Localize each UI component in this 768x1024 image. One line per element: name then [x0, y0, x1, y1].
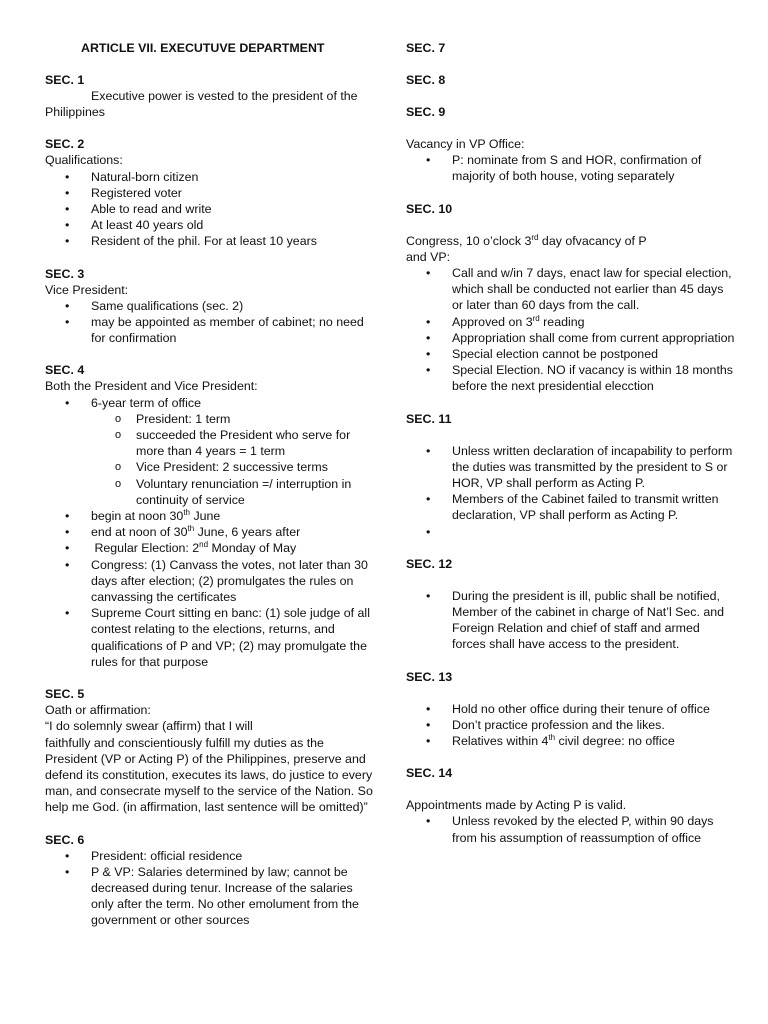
list-item: • Members of the Cabinet failed to transmit written declaration, VP shall perform as Acting P.: [406, 491, 736, 523]
right-column: [406, 40, 736, 846]
sec12-heading: SEC. 12: [406, 556, 453, 571]
sec13-list: [406, 701, 736, 750]
list-item: • Appropriation shall come from current appropriation: [406, 330, 736, 346]
sec5-intro: Oath or affirmation:: [45, 703, 151, 718]
list-item: • President: official residence: [45, 848, 375, 864]
list-item: • Don’t practice profession and the likes.: [406, 717, 736, 733]
sec14-intro: Appointments made by Acting P is valid.: [406, 798, 627, 813]
sec4-heading: SEC. 4: [45, 363, 85, 378]
sec3-intro: Vice President:: [45, 282, 129, 297]
list-item: • At least 40 years old: [45, 217, 375, 233]
sec3-heading: SEC. 3: [45, 266, 85, 281]
sec6-heading: SEC. 6: [45, 832, 85, 847]
sec11-list: [406, 443, 736, 540]
sec4-list: [45, 395, 375, 411]
list-item: • P & VP: Salaries determined by law; cannot be decreased during tenur. Increase of the salaries only after the term. No other emolument from the government or other sources: [45, 864, 375, 929]
sec10-list: [406, 265, 736, 395]
sec10-intro: Congress, 10 o’clock 3rd day ofvacancy of P: [406, 232, 647, 248]
sec3-list: [45, 298, 375, 347]
sec5-oath-rest: faithfully and conscientiously fulfill my duties as the President (VP or Acting P) of the Philippines, preserve and defend its constitution, executes its laws, do justice to every man, and consecrate myself to the service of the Nation. So help me God. (in affirmation, last sentence will be omitted)”: [45, 735, 373, 815]
sub-list-item: o succeeded the President who serve for more than 4 years = 1 term: [45, 427, 375, 459]
sec4-sublist: [45, 411, 375, 508]
list-item: • end at noon of 30th June, 6 years after: [45, 524, 375, 540]
list-item: • Resident of the phil. For at least 10 years: [45, 233, 375, 249]
list-item-empty: [406, 524, 736, 540]
list-item: • begin at noon 30th June: [45, 508, 375, 524]
list-item: • Unless written declaration of incapability to perform the duties was transmitted by the president to S or HOR, VP shall perform as Acting P.: [406, 443, 736, 492]
sec4-intro: Both the President and Vice President:: [45, 379, 258, 394]
list-item: • Registered voter: [45, 185, 375, 201]
sec9-intro: Vacancy in VP Office:: [406, 137, 525, 151]
list-item: [45, 395, 375, 411]
sec5-heading: SEC. 5: [45, 687, 85, 702]
sec9-list: [406, 152, 736, 184]
list-item: • Natural-born citizen: [45, 169, 375, 185]
sec10-heading: SEC. 10: [406, 201, 453, 216]
sec2-list: [45, 169, 375, 250]
sec6-list: [45, 848, 375, 929]
article-title: ARTICLE VII. EXECUTUVE DEPARTMENT: [81, 41, 325, 55]
sub-list-item: o Voluntary renunciation =/ interruption in continuity of service: [45, 476, 375, 508]
list-item: • Congress: (1) Canvass the votes, not later than 30 days after election; (2) promulgates the rules on canvassing the certificates: [45, 557, 375, 606]
sec1-heading: SEC. 1: [45, 73, 85, 87]
list-item: • Supreme Court sitting en banc: (1) sole judge of all contest relating to the elections, returns, and qualifications of P and VP; (2) may promulgate the rules for that purpose: [45, 605, 375, 670]
list-item: • Unless revoked by the elected P, within 90 days from his assumption of reassumption of office: [406, 813, 736, 845]
list-item: • Special election cannot be postponed: [406, 346, 736, 362]
list-item: • Relatives within 4th civil degree: no office: [406, 733, 736, 749]
sec13-heading: SEC. 13: [406, 669, 453, 684]
sec12-list: [406, 588, 736, 653]
sec7-heading: SEC. 7: [406, 41, 446, 55]
sec8-heading: SEC. 8: [406, 73, 446, 87]
sec4-list-continued: [45, 508, 375, 670]
sec10-intro-rest: and VP:: [406, 249, 451, 264]
sub-list-item: o President: 1 term: [45, 411, 375, 427]
list-item: • Regular Election: 2nd Monday of May: [45, 540, 375, 556]
sec2-intro: Qualifications:: [45, 153, 123, 168]
list-item: • Call and w/in 7 days, enact law for special election, which shall be conducted not earlier than 45 days or later than 60 days from the call.: [406, 265, 736, 314]
sec4-term: 6-year term of office: [91, 395, 201, 410]
sec1-text: Executive power is vested to the president of the Philippines: [45, 89, 358, 120]
left-column: [45, 40, 375, 929]
sec11-heading: SEC. 11: [406, 411, 452, 426]
list-item: • Able to read and write: [45, 201, 375, 217]
list-item: • may be appointed as member of cabinet; no need for confirmation: [45, 314, 375, 346]
list-item: • Same qualifications (sec. 2): [45, 298, 375, 314]
list-item: • P: nominate from S and HOR, confirmation of majority of both house, voting separately: [406, 152, 736, 184]
sec5-oath-first: “I do solemnly swear (affirm) that I will: [45, 719, 253, 734]
sub-list-item: o Vice President: 2 successive terms: [45, 459, 375, 475]
list-item: • Hold no other office during their tenure of office: [406, 701, 736, 717]
sec9-heading: SEC. 9: [406, 105, 446, 119]
sec14-heading: SEC. 14: [406, 766, 453, 781]
list-item: • Approved on 3rd reading: [406, 314, 736, 330]
list-item: • During the president is ill, public shall be notified, Member of the cabinet in charge of Nat’l Sec. and Foreign Relation and chief of staff and armed forces shall have access to the president.: [406, 588, 736, 653]
sec2-heading: SEC. 2: [45, 137, 85, 152]
sec14-list: [406, 813, 736, 845]
list-item: • Special Election. NO if vacancy is within 18 months before the next presidential elecction: [406, 362, 736, 394]
